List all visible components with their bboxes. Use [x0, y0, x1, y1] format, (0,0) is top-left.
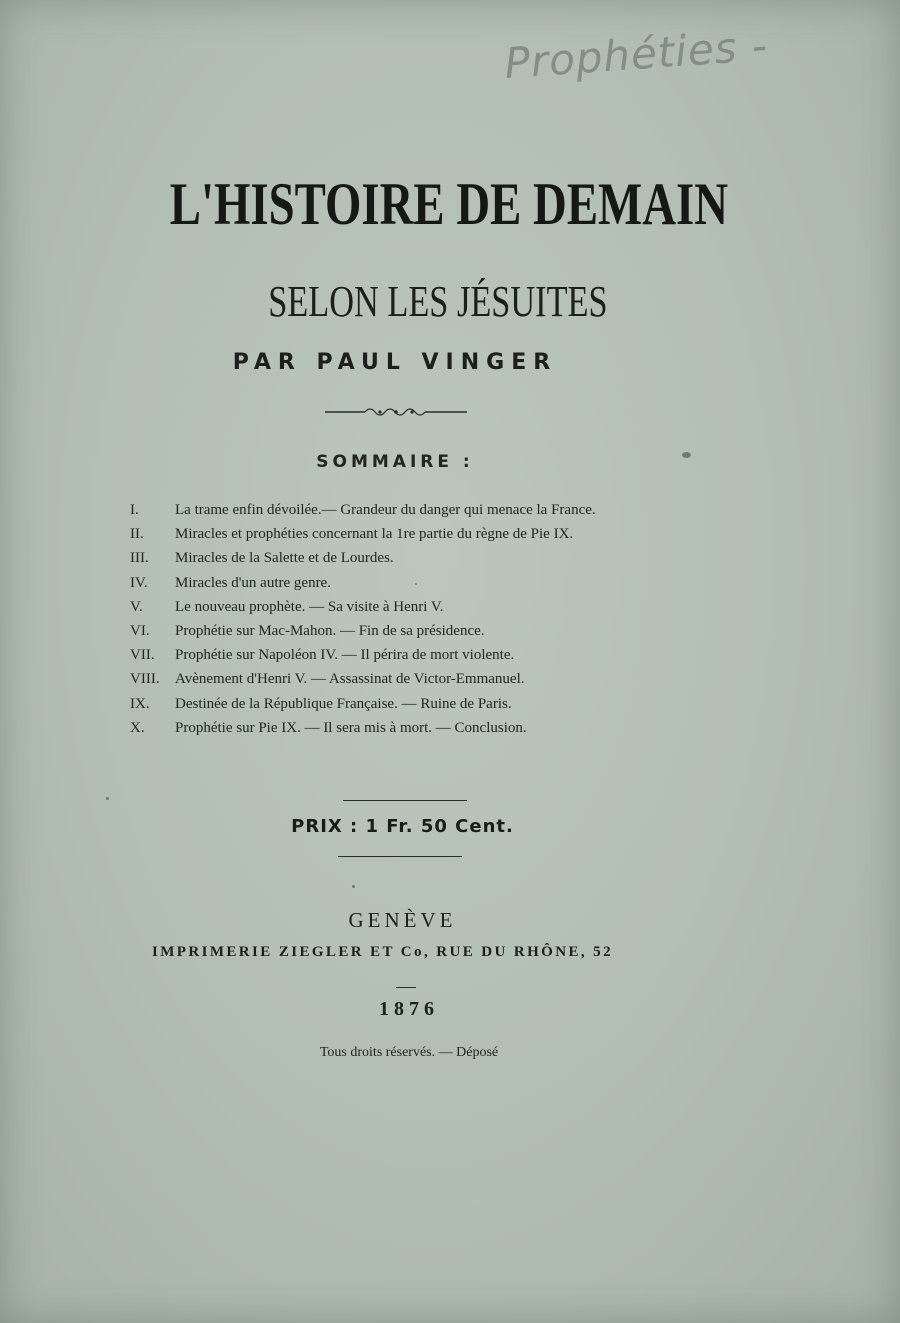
- toc-entry: [130, 502, 690, 526]
- toc-number: III.: [130, 550, 149, 567]
- paper-speck: [682, 452, 691, 458]
- short-rule: [396, 987, 416, 988]
- toc-number: II.: [130, 526, 144, 543]
- toc-entry: [130, 647, 690, 671]
- toc-number: IV.: [130, 574, 148, 591]
- rule-below-price: [338, 856, 462, 857]
- book-subtitle: SELON LES JÉSUITES: [268, 277, 608, 326]
- toc-number: VI.: [130, 622, 150, 639]
- toc-entry: [130, 623, 690, 647]
- toc-entry: [130, 575, 690, 599]
- toc-entry: [130, 550, 690, 574]
- book-title: L'HISTOIRE DE DEMAIN: [169, 171, 729, 237]
- toc-text: Miracles et prophéties concernant la 1re partie du règne de Pie IX.: [175, 526, 574, 543]
- paper-speck: [106, 797, 109, 800]
- toc-text: Prophétie sur Pie IX. — Il sera mis à mort. — Conclusion.: [175, 719, 527, 736]
- toc-number: VIII.: [130, 671, 160, 688]
- toc-number: I.: [130, 502, 139, 518]
- summary-heading: SOMMAIRE :: [316, 452, 474, 472]
- toc-text: Destinée de la République Française. — Ruine de Paris.: [175, 695, 512, 712]
- toc-number: V.: [130, 598, 143, 615]
- publication-year: 1876: [379, 998, 439, 1020]
- toc-entry: [130, 526, 690, 550]
- rights-notice: Tous droits réservés. — Déposé: [319, 1045, 499, 1060]
- toc-text: La trame enfin dévoilée.— Grandeur du danger qui menace la France.: [175, 502, 596, 518]
- pencil-annotation: Prophéties -: [502, 20, 770, 89]
- toc-entry: [130, 720, 690, 744]
- toc-text: Miracles de la Salette et de Lourdes.: [175, 550, 394, 567]
- rule-above-price: [343, 800, 467, 801]
- paper-speck: [352, 885, 355, 888]
- toc-text: Prophétie sur Napoléon IV. — Il périra de mort violente.: [175, 647, 515, 664]
- toc-entry: [130, 599, 690, 623]
- price-line: PRIX : 1 Fr. 50 Cent.: [291, 816, 514, 837]
- publication-city: GENÈVE: [348, 908, 457, 932]
- paper-speck: [415, 583, 417, 585]
- toc-number: X.: [130, 719, 145, 736]
- ornament-divider: [325, 402, 467, 422]
- toc-number: IX.: [130, 695, 150, 712]
- toc-text: Prophétie sur Mac-Mahon. — Fin de sa présidence.: [175, 622, 485, 639]
- table-of-contents: [130, 502, 690, 744]
- toc-text: Miracles d'un autre genre.: [175, 574, 331, 591]
- toc-text: Le nouveau prophète. — Sa visite à Henri V.: [175, 598, 444, 615]
- printer-line: IMPRIMERIE ZIEGLER ET Co, RUE DU RHÔNE, 52: [152, 944, 613, 960]
- toc-entry: [130, 671, 690, 695]
- author-line: PAR PAUL VINGER: [232, 350, 558, 375]
- toc-entry: [130, 696, 690, 720]
- toc-number: VII.: [130, 647, 155, 664]
- toc-text: Avènement d'Henri V. — Assassinat de Victor-Emmanuel.: [175, 671, 525, 688]
